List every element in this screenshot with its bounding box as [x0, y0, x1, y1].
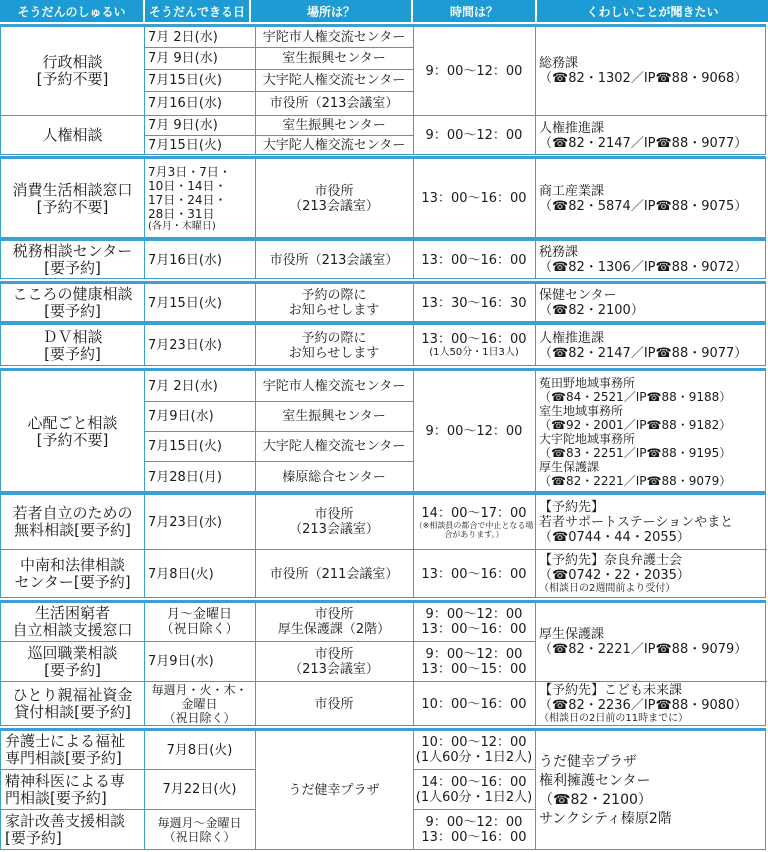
date: 7月 9日(水) — [148, 118, 218, 133]
date: 7月23日(水) — [148, 514, 222, 530]
block-kokoro — [0, 281, 766, 322]
time: 9：00～12：00 13：00～15：00 — [421, 646, 527, 677]
place: 室生振興センター — [282, 51, 386, 66]
type-gyosei: 行政相談 [予約不要] — [36, 53, 109, 88]
type-hourit: 中南和法律相談 センター[要予約] — [14, 556, 131, 591]
type-kokoro: こころの健康相談 [要予約] — [12, 285, 133, 320]
place: 市役所 （213会議室） — [289, 183, 379, 214]
time: 10：00～16：00 — [421, 696, 527, 712]
contact: 厚生保護課 （☎82・2221／IP☎88・9079） — [539, 627, 748, 657]
date: 7月9日(水) — [148, 409, 214, 424]
time: 9：00～12：00 — [425, 128, 523, 143]
time: 9：00～12：00 13：00～16：00 — [421, 607, 527, 637]
date: 7月15日(火) — [148, 73, 222, 88]
place: 市役所 厚生保護課（2階） — [277, 607, 391, 637]
place: 予約の際に お知らせします — [288, 330, 380, 361]
date: 7月9日(水) — [148, 654, 214, 669]
date: 7月16日(水) — [148, 252, 222, 268]
time: 14：00～16：00 (1人60分・1日2人) — [415, 774, 533, 805]
block-shohi — [0, 156, 766, 238]
date: 7月16日(水) — [148, 96, 222, 111]
place: 室生振興センター — [282, 409, 386, 424]
place: 予約の際に お知らせします — [288, 288, 380, 318]
contact: 人権推進課 （☎82・2147／IP☎88・9077） — [539, 330, 748, 361]
date: 7月28日(月) — [148, 469, 222, 485]
place: 市役所（213会議室） — [269, 96, 399, 111]
time: 13：00～16：00 — [421, 252, 527, 268]
block-zeimu — [0, 238, 766, 279]
type-seishinka: 精神科医による専 門相談[要予約] — [5, 771, 126, 807]
block-shinpai — [0, 368, 766, 492]
time: 14：00～17：00 （※相談員の都合で中止となる場合があります。） — [414, 505, 534, 539]
time: 9：00～12：00 — [425, 424, 523, 439]
date: 月～金曜日 （祝日除く） — [160, 607, 239, 637]
place: 大宇陀人権交流センター — [262, 439, 406, 454]
place: 市役所 （213会議室） — [289, 646, 379, 677]
block-konkyu — [0, 600, 766, 726]
type-wakamono: 若者自立のための 無料相談[要予約] — [12, 504, 133, 539]
header-date: そうだんできる日 — [145, 0, 249, 22]
place: 大宇陀人権交流センター — [262, 138, 406, 153]
place: 市役所 （213会議室） — [289, 507, 379, 537]
type-bengoshi: 弁護士による福祉 専門相談[要予約] — [5, 732, 126, 767]
place: 大宇陀人権交流センター — [262, 73, 406, 88]
time: 13：00～16：00 — [421, 566, 527, 582]
time: 9：00～12：00 13：00～16：00 — [421, 815, 527, 845]
date: 7月15日(火) — [148, 138, 222, 153]
date: 7月8日(火) — [148, 566, 214, 582]
contact: 商工産業課 （☎82・5874／IP☎88・9075） — [539, 183, 748, 214]
date: 7月 9日(水) — [148, 51, 218, 66]
type-konkyu: 生活困窮者 自立相談支援窓口 — [12, 604, 133, 639]
time: 13：30～16：30 — [421, 295, 527, 311]
header-place: 場所は？ — [251, 0, 411, 22]
block-gyosei-jinken — [0, 24, 766, 155]
place: うだ健幸プラザ — [288, 783, 380, 798]
place: 室生振興センター — [282, 118, 386, 133]
date: 7月8日(火) — [166, 742, 233, 758]
date: 毎週月・火・木・ 金曜日 （祝日除く） — [151, 683, 248, 725]
date: 7月 2日(水) — [148, 29, 218, 45]
date: 7月23日(水) — [148, 338, 222, 353]
date: 7月15日(火) — [148, 439, 222, 454]
block-wakamono-hourit — [0, 492, 766, 598]
time: 9：00～12：00 — [425, 63, 523, 79]
type-shohi: 消費生活相談窓口 [予約不要] — [12, 180, 133, 216]
contact: うだ健幸プラザ 権利擁護センター （☎82・2100） サンクシティ榛原2階 — [539, 753, 672, 827]
type-kakei: 家計改善支援相談 [要予約] — [5, 812, 126, 847]
contact: 【予約先】こども未来課 （☎82・2236／IP☎88・9080） （相談日の2日前の11時までに） — [539, 683, 748, 724]
contact: 菟田野地域事務所 （☎84・2521／IP☎88・9188） 室生地域事務所 （☎92・2001／IP☎88・9182） 大宇陀地域事務所 （☎83・2251／IP☎88・9195） 厚生保護課 （☎82・2221／IP☎88・9079） — [539, 375, 732, 488]
block-plaza — [0, 728, 766, 850]
contact: 総務課 （☎82・1302／IP☎88・9068） — [539, 56, 748, 86]
contact: 【予約先】 若者サポートステーションやまと （☎0744・44・2055） — [539, 499, 734, 545]
time: 10：00～12：00 (1人60分・1日2人) — [415, 735, 533, 765]
time: 13：00～16：00 — [421, 191, 527, 206]
contact: 人権推進課 （☎82・2147／IP☎88・9077） — [539, 120, 748, 151]
place: 宇陀市人権交流センター — [262, 378, 406, 394]
place: 榛原総合センター — [282, 469, 386, 485]
contact: 保健センター （☎82・2100） — [539, 288, 644, 318]
type-dv: ＤＶ相談 [要予約] — [42, 327, 103, 363]
type-junkai: 巡回職業相談 [要予約] — [27, 643, 118, 679]
place: 市役所（213会議室） — [269, 252, 399, 268]
block-dv — [0, 322, 766, 366]
contact: 【予約先】奈良弁護士会 （☎0742・22・2035） （相談日の2週間前より受付） — [539, 553, 690, 594]
header-contact: くわしいことが聞きたい — [537, 0, 768, 22]
contact: 税務課 （☎82・1306／IP☎88・9072） — [539, 245, 748, 275]
date: 7月3日・7日・ 10日・14日・ 17日・24日・ 28日・31日 (各月・木曜日) — [148, 164, 231, 232]
place: 宇陀市人権交流センター — [262, 29, 406, 45]
type-shinpai: 心配ごと相談 [予約不要] — [27, 413, 118, 449]
place: 市役所（211会議室） — [269, 566, 399, 582]
place: 市役所 — [314, 696, 354, 712]
type-jinken: 人権相談 — [42, 126, 103, 144]
header-time: 時間は？ — [413, 0, 535, 22]
type-zeimu: 税務相談センター [要予約] — [12, 242, 133, 277]
type-hitorioya: ひとり親福祉資金 貸付相談[要予約] — [12, 686, 133, 721]
date: 7月 2日(水) — [148, 378, 218, 394]
date: 7月15日(火) — [148, 295, 222, 311]
date: 毎週月～金曜日 （祝日除く） — [157, 816, 242, 844]
date: 7月22日(火) — [162, 782, 237, 797]
time: 13：00～16：00 (1人50分・1日3人) — [421, 332, 527, 358]
header-type: そうだんのしゅるい — [0, 0, 143, 22]
table-header — [0, 0, 768, 22]
